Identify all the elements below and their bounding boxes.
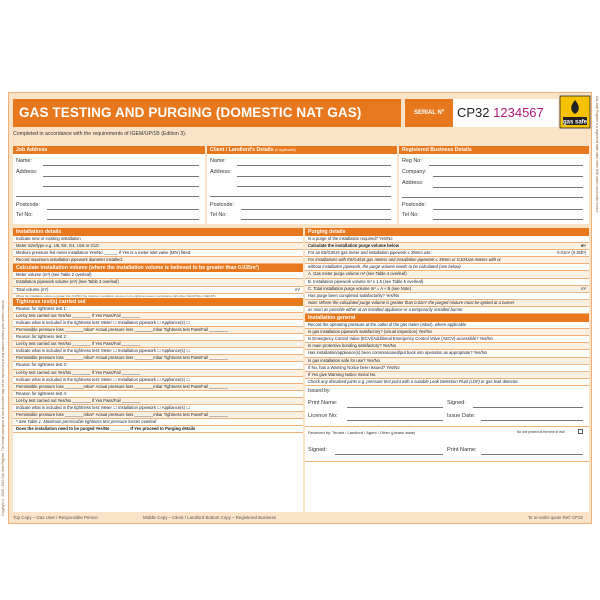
tightness-test-3-letby[interactable]: Let-by test carried out Yes/No ________ If Yes Pass/Fail ________ — [13, 370, 303, 377]
purging-rows — [305, 236, 589, 314]
nobody-present-checkbox[interactable] — [578, 429, 583, 434]
business-tel-field[interactable] — [433, 219, 583, 220]
received-signed-field[interactable] — [335, 454, 443, 455]
tightness-test-4-included[interactable]: Indicate what is included in the tightness test: Meter ☐ Installation pipework ☐ Appliance(s) ☐ — [13, 405, 303, 412]
business-reg-label: Reg No: — [402, 158, 422, 164]
copyright-side-text: Copyright © 2018 - 2019 Gas Safe Register. The format and layout of this document may not be reproduced in any manner without prior written consent. — [1, 299, 5, 516]
purge-required-question[interactable]: Does the installation need to be purged Yes/No ________ If Yes proceed to Purging details — [13, 426, 303, 433]
footer-reorder-ref: To re-order quote Ref: CP32 — [527, 515, 583, 520]
calculate-volume-title: Calculate installation volume (where the installation volume is believed to be greater than 0.035m³) — [13, 264, 303, 272]
business-company-field[interactable] — [433, 176, 583, 177]
purging-row-text: Has purge been completed satisfactorily? Yes/No — [308, 292, 400, 298]
purging-row-unit: 0.01m³ (0.35ft³) — [557, 250, 586, 256]
serial-block — [405, 99, 591, 127]
calc-row-pipework-volume[interactable]: Installation pipework volume (m³) (see Table 3 overleaf) — [13, 279, 303, 286]
purging-row[interactable] — [305, 243, 589, 250]
business-postcode-field[interactable] — [433, 209, 583, 210]
serial-prefix: CP32 — [457, 105, 490, 120]
issued-date-field[interactable] — [481, 420, 583, 421]
trademark-side-text: Gas Safe Register is a registered trade mark of the HSE and is used under licence. — [595, 96, 599, 214]
standard-reference: Completed in accordance with the requirements of IGEM/UP/1B (Edition 3). — [13, 131, 187, 137]
tightness-tests-title: Tightness test(s) carried out — [13, 298, 303, 306]
right-column — [305, 228, 589, 512]
business-address-label: Address: — [402, 180, 424, 186]
client-details-title — [207, 146, 397, 154]
job-address-field-3[interactable] — [16, 196, 199, 197]
tightness-test-2-included[interactable]: Indicate what is included in the tightness test: Meter ☐ Installation pipework ☐ Appliance(s) ☐ — [13, 348, 303, 355]
tightness-test-4-reason[interactable]: Reason for tightness test 4: — [13, 391, 303, 398]
issued-licence-field[interactable] — [347, 420, 443, 421]
purging-row — [305, 307, 589, 314]
installation-row-new-existing[interactable]: Indicate new or existing installation — [13, 236, 303, 243]
general-row[interactable]: Is gas installation safe for use? Yes/No — [305, 358, 589, 365]
serial-number: 1234567 — [493, 105, 544, 120]
tightness-test-1-included[interactable]: Indicate what is included in the tightness test: Meter ☐ Installation pipework ☐ Appliance(s) ☐ — [13, 320, 303, 327]
received-print-field[interactable] — [481, 454, 583, 455]
business-details-box — [399, 146, 589, 224]
purging-row[interactable] — [305, 293, 589, 300]
received-by-title: Received by: Tenant / Landlord / Agent / Other (please state) — [308, 429, 416, 435]
business-company-label: Company: — [402, 169, 427, 175]
client-name-field[interactable] — [237, 165, 391, 166]
nobody-present-label: No one present at the time of visit — [517, 429, 565, 434]
purging-row-text: For an E6/G4/U6 gas meter and installation pipework ≤ 28mm use: — [308, 250, 432, 256]
form-footer — [13, 515, 589, 520]
installation-row-medium-pressure[interactable]: Medium pressure fed meter installation Yes/No ______ If Yes is a meter inlet valve (MIV) fitted: — [13, 250, 303, 257]
client-details-box — [207, 146, 397, 224]
installation-general-title: Installation general — [305, 314, 589, 322]
business-tel-label: Tel No: — [402, 212, 419, 218]
purging-row-text: For installations with E6/G4/U6 gas meters and installation pipework ≤ 35mm or G10/U16 meters with or — [308, 257, 501, 263]
client-address-field-2[interactable] — [237, 186, 391, 187]
job-postcode-label: Postcode: — [16, 202, 40, 208]
client-postcode-field[interactable] — [241, 209, 391, 210]
gas-safe-logo-icon — [559, 95, 591, 129]
purging-row — [305, 300, 589, 307]
tightness-test-4-pressure[interactable]: Permissible pressure loss ________mbar* Actual pressure loss ________mbar Tightness test Pass/Fail ________ — [13, 412, 303, 419]
job-address-title: Job Address — [13, 146, 205, 154]
issued-signed-field[interactable] — [473, 407, 583, 408]
form-sheet — [8, 92, 592, 524]
job-name-field[interactable] — [43, 165, 199, 166]
general-row[interactable]: Has installation/appliance(s) been commissioned/put back into operation as appropriate? Yes/No — [305, 350, 589, 357]
general-row[interactable]: Is gas installation pipework satisfactory? (visual inspection) Yes/No — [305, 329, 589, 336]
purging-row — [305, 257, 589, 264]
purging-row[interactable] — [305, 279, 589, 286]
purging-row-text: without installation pipework, the purge volume needs to be calculated (see below) — [308, 264, 461, 270]
job-address-field-2[interactable] — [43, 186, 199, 187]
form-title: GAS TESTING AND PURGING (DOMESTIC NAT GAS) — [19, 105, 362, 120]
issued-signed-label: Signed: — [447, 399, 466, 406]
issued-by-box — [305, 386, 589, 427]
tightness-test-3-pressure[interactable]: Permissible pressure loss ________mbar* Actual pressure loss ________mbar Tightness test Pass/Fail ________ — [13, 384, 303, 391]
tightness-test-1-reason[interactable]: Reason for tightness test 1: — [13, 306, 303, 313]
tightness-test-3-included[interactable]: Indicate what is included in the tightness test: Meter ☐ Installation pipework ☐ Appliance(s) ☐ — [13, 377, 303, 384]
general-row: Check any disturbed joints e.g. pressure test point with a suitable Leak Detection Fluid (LDF) or gas leak detector. — [305, 379, 589, 386]
job-name-label: Name: — [16, 158, 32, 164]
general-row[interactable]: If Yes give Warning Notice Serial No. — [305, 372, 589, 379]
tightness-test-1-pressure[interactable]: Permissible pressure loss ________mbar* Actual pressure loss ________mbar Tightness test Pass/Fail ________ — [13, 327, 303, 334]
purging-row-unit: m³ — [580, 243, 586, 249]
issued-by-title: Issued by: — [308, 387, 331, 394]
footer-other-copies: Middle Copy – Client / Landlord Bottom Copy – Registered Business — [143, 515, 277, 520]
general-row[interactable]: Is main protective bonding satisfactory? Yes/No — [305, 343, 589, 350]
purging-row-text: Is a purge of the installation required? Yes/No — [308, 236, 393, 241]
job-postcode-field[interactable] — [47, 209, 199, 210]
purging-row-unit: m³ — [581, 285, 586, 291]
job-address-box — [13, 146, 205, 224]
tightness-test-2-reason[interactable]: Reason for tightness test 2: — [13, 334, 303, 341]
general-row[interactable]: Record the operating pressure at the outlet of the gas meter (mbar), where applicable — [305, 322, 589, 329]
purging-row[interactable] — [305, 250, 589, 257]
client-address-label: Address: — [210, 169, 232, 175]
purging-details-title: Purging details — [305, 228, 589, 236]
left-column — [13, 228, 303, 512]
issued-date-label: Issue Date: — [447, 412, 476, 419]
business-postcode-label: Postcode: — [402, 202, 426, 208]
tightness-test-2-letby[interactable]: Let-by test carried out Yes/No ________ If Yes Pass/Fail ________ — [13, 341, 303, 348]
purging-row-text: A. Gas meter purge volume m³ (see Table 4 overleaf) — [308, 271, 407, 277]
tightness-test-1-letby[interactable]: Let-by test carried out Yes/No ________ If Yes Pass/Fail ________ — [13, 313, 303, 320]
client-address-field-3[interactable] — [210, 196, 391, 197]
client-title-text: Client / Landlord's Details — [210, 147, 274, 153]
purging-row[interactable] — [305, 236, 589, 243]
client-tel-label: Tel No: — [210, 212, 227, 218]
installation-row-meter-size[interactable]: Meter size/type e.g. U6, E6, G4, U16 or G10: — [13, 243, 303, 250]
calc-total-label: Total volume (m³) — [16, 286, 49, 292]
issued-print-label: Print Name: — [308, 399, 338, 406]
business-address-field-1[interactable] — [433, 187, 583, 188]
purging-row — [305, 264, 589, 271]
job-address-field-1[interactable] — [43, 176, 199, 177]
purging-row-text: Note: Where the calculated purge volume is greater than 0.02m³ the purged mixture must be ignited at a burner — [308, 299, 515, 305]
purging-row-text: C. Total installation purge volume m³ = A + B (see Note) — [308, 285, 412, 291]
tightness-test-4-letby[interactable]: Let-by test carried out Yes/No ________ If Yes Pass/Fail ________ — [13, 398, 303, 405]
purging-row-text: Calculate the installation purge volume below — [308, 243, 399, 249]
purging-row-text: as soon as possible either at an installed appliance or a temporarily installed burner. — [308, 306, 464, 312]
tightness-test-2-pressure[interactable]: Permissible pressure loss ________mbar* Actual pressure loss ________mbar Tightness test Pass/Fail ________ — [13, 355, 303, 362]
calc-row-total-volume[interactable] — [13, 287, 303, 294]
client-address-field-1[interactable] — [237, 176, 391, 177]
purging-row[interactable] — [305, 286, 589, 293]
business-reg-field[interactable] — [429, 165, 583, 166]
general-row[interactable]: If No, has a Warning Notice been issued? Yes/No — [305, 365, 589, 372]
serial-value — [453, 99, 558, 127]
installation-row-pipework-diameter[interactable]: Record maximum installation pipework diameter installed: — [13, 257, 303, 264]
tightness-test-3-reason[interactable]: Reason for tightness test 3: — [13, 362, 303, 369]
client-title-note: (if applicable) — [274, 148, 296, 152]
received-print-label: Print Name: — [447, 446, 477, 453]
job-tel-label: Tel No: — [16, 212, 33, 218]
client-tel-field[interactable] — [241, 219, 391, 220]
client-postcode-label: Postcode: — [210, 202, 234, 208]
client-name-label: Name: — [210, 158, 226, 164]
purging-row-text: B. Installation pipework volume m³ x 1.5 (see Table 5 overleaf) — [308, 278, 424, 284]
calc-total-unit: m³ — [295, 286, 300, 292]
general-row[interactable]: Is Emergency Control Valve (ECV)/Additional Emergency Control Valve (AECV) accessible? Yes/No — [305, 336, 589, 343]
installation-details-title: Installation details — [13, 228, 303, 236]
received-by-box — [305, 427, 589, 462]
purging-row[interactable] — [305, 271, 589, 278]
issued-licence-label: Licence No: — [308, 412, 338, 419]
job-tel-field[interactable] — [47, 219, 199, 220]
tightness-table-note: * See Table 1. Maximum permissible tightness test pressure losses overleaf — [13, 419, 303, 426]
business-details-title: Registered Business Details — [399, 146, 589, 154]
general-rows — [305, 322, 589, 386]
received-signed-label: Signed: — [308, 446, 327, 453]
business-address-field-2[interactable] — [402, 197, 583, 198]
calc-volume-note: Where the installation volume is greater than 0.035m³ the maximum installation volume is to be tightness tested in accordance with either IGE/UP/1A or IGE/UP/1. — [16, 293, 217, 298]
job-address-label: Address: — [16, 169, 38, 175]
issued-print-field[interactable] — [347, 407, 443, 408]
serial-label: SERIAL Nº — [405, 99, 453, 127]
footer-top-copy: Top Copy – Gas User / Responsible Person — [13, 515, 98, 520]
form-header — [13, 99, 401, 127]
svg-text:gas safe: gas safe — [562, 119, 588, 126]
calc-row-meter-volume[interactable]: Meter volume (m³) (see Table 2 overleaf) — [13, 272, 303, 279]
